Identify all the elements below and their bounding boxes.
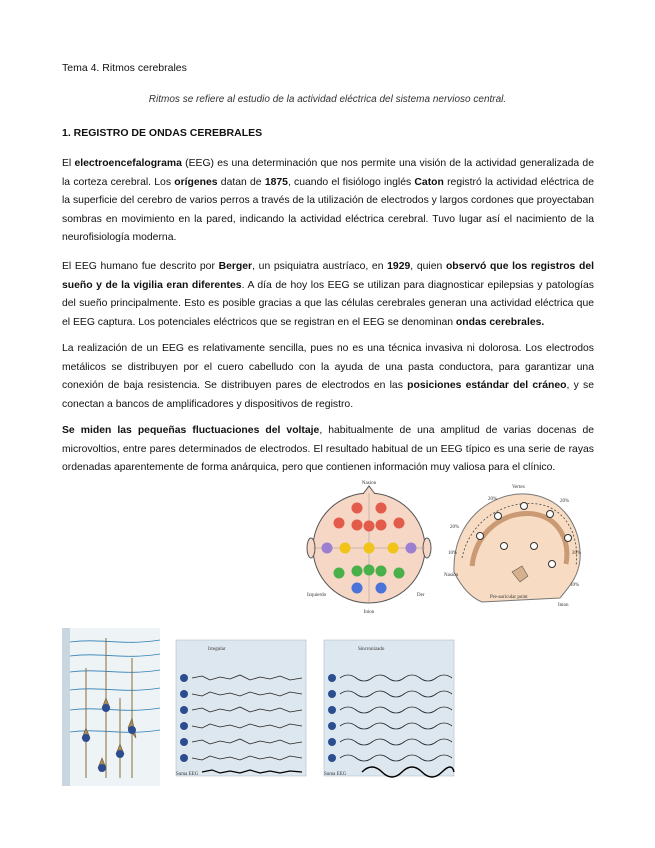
electrode-map-svg (305, 478, 433, 616)
head-profile-shape (454, 494, 580, 602)
head-profile-svg (442, 480, 590, 610)
percent-label: 20% (450, 525, 460, 530)
electrode-dot (364, 565, 375, 576)
synchronized-sum-label: Suma EEG (324, 772, 347, 777)
cortex-surface (62, 628, 70, 786)
electrode-dot (501, 543, 508, 550)
bold-run: orígenes (174, 176, 218, 188)
electrode-dot (364, 521, 375, 532)
nasion-label: Nasion (444, 573, 459, 578)
percent-label: 20% (560, 499, 570, 504)
bold-run: posiciones estándar del cráneo (407, 380, 567, 392)
text-run: registró la actividad eléctrica de la superficie del cerebro de varios perros a través de la utilización de electrodos y largos cordones que proyectaban sombras en movimiento en la pared, indicando la actividad eléctrica cerebral. Tuvo lugar así el nacimiento de la neurofisiología moderna. (62, 176, 594, 244)
percent-10-label: 10% (570, 583, 580, 588)
neurons-figure (62, 628, 160, 786)
electrode-dot (376, 566, 387, 577)
channel-marker (180, 754, 188, 762)
channel-marker (180, 706, 188, 714)
channel-marker (328, 754, 336, 762)
electrode-dot (334, 518, 345, 529)
paragraph-4 (62, 422, 594, 478)
neurons-background (62, 628, 160, 786)
electrode-dot (334, 568, 345, 579)
text-run: La realización de un EEG es relativamente sencilla, pues no es una técnica invasiva ni dolorosa. Los electrodos metálicos se distribuyen por el cuero cabelludo con la ayuda de una pasta conductora, para garantizar una conexión de baja resistencia. Se distribuyen pares de electrodos en las (62, 343, 594, 392)
paragraph-3 (62, 340, 594, 414)
neuron-marker (102, 704, 110, 712)
electrode-dot (352, 566, 363, 577)
neuron-marker (128, 726, 136, 734)
electrode-dot (549, 561, 556, 568)
neuron-marker (98, 764, 106, 772)
paragraph-1 (62, 155, 594, 248)
bold-run: Caton (414, 176, 444, 188)
electrode-dot (406, 543, 417, 554)
bold-run: observó que los registros del sueño y de la vigilia eran diferentes (62, 261, 595, 291)
bold-run: ondas cerebrales. (455, 316, 545, 328)
text-run: El EEG humano fue descrito por (62, 261, 219, 272)
eeg-traces-svg (162, 634, 594, 782)
irregular-panel (176, 640, 306, 776)
text-run: El (62, 158, 75, 169)
electrode-dot (388, 543, 399, 554)
irregular-sum-label: Suma EEG (176, 772, 199, 777)
electrode-dot (352, 503, 363, 514)
neuron-marker (116, 750, 124, 758)
electrode-dot (364, 543, 375, 554)
electrode-dot (477, 533, 484, 540)
synchronized-title: Sincronizado (358, 647, 385, 652)
document-subtitle: Ritmos se refiere al estudio de la actividad eléctrica del sistema nervioso central. (148, 94, 507, 105)
electrode-dot (352, 583, 363, 594)
percent-label: 20% (488, 497, 498, 502)
paragraph-2 (62, 258, 594, 332)
inion-label: Inion (558, 603, 569, 608)
left-side-label: Izquierdo (307, 593, 327, 598)
inion-label: Inion (363, 610, 375, 615)
bold-run: Se miden las pequeñas fluctuaciones del voltaje (62, 425, 320, 436)
text-run: (EEG) es una determinación que nos permite una visión de la actividad generalizada de la corteza cerebral. Los (62, 158, 594, 188)
text-run: , habitualmente de una amplitud de varias docenas de microvoltios, entre pares determinados de electrodos. El resultado habitual de un EEG típico es una serie de rayas ordenadas aparentemente de forma anárquica, pero que contienen información muy valiosa para el clínico. (62, 425, 594, 474)
right-side-label: Der (417, 593, 425, 598)
electrode-dot (547, 511, 554, 518)
electrode-dot (376, 503, 387, 514)
electrode-dot (394, 518, 405, 529)
electrode-map-figure (305, 478, 433, 616)
channel-marker (328, 722, 336, 730)
bold-run: 1929 (387, 261, 411, 272)
channel-marker (180, 690, 188, 698)
neuron-marker (82, 734, 90, 742)
electrode-dot (376, 583, 387, 594)
text-run: . A día de hoy los EEG se utilizan para diagnosticar epilepsias y patologías del sueño principalmente. Esto es posible gracias a que las células cerebrales generan una actividad eléctrica que el EEG captura. Los potenciales eléctricos que se registran en el EEG se denominan (62, 279, 594, 328)
text-run: datan de (217, 176, 265, 188)
electrode-dot (394, 568, 405, 579)
channel-marker (180, 738, 188, 746)
text-run: , quien (410, 261, 446, 272)
preauricular-label: Pre-auricular point (490, 595, 528, 600)
electrode-dot (565, 535, 572, 542)
electrode-dot (495, 513, 502, 520)
irregular-title: Irregular (208, 647, 226, 652)
head-profile-figure (442, 480, 590, 610)
channel-marker (328, 674, 336, 682)
channel-marker (328, 706, 336, 714)
electrode-dot (521, 503, 528, 510)
channel-marker (180, 674, 188, 682)
nose-shape (363, 486, 375, 494)
percent-label: 20% (572, 551, 582, 556)
section-heading: 1. REGISTRO DE ONDAS CEREBRALES (62, 127, 263, 139)
electrode-dot (352, 520, 363, 531)
eeg-traces-figure (162, 634, 594, 782)
text-run: , cuando el fisiólogo inglés (287, 176, 415, 188)
neurons-svg (62, 628, 160, 786)
bold-run: electroencefalograma (74, 158, 182, 169)
channel-marker (328, 690, 336, 698)
text-run: , y se conectan a bancos de amplificadores y dispositivos de registro. (62, 380, 594, 410)
channel-marker (180, 722, 188, 730)
vertex-label: Vertex (512, 485, 526, 490)
nasion-label: Nasion (361, 481, 377, 486)
bold-run: 1875 (264, 176, 288, 188)
electrode-dot (340, 543, 351, 554)
electrode-dot (531, 543, 538, 550)
text-run: , un psiquiatra austríaco, en (252, 261, 388, 272)
electrode-dot (322, 543, 333, 554)
document-header: Tema 4. Ritmos cerebrales (62, 62, 187, 74)
bold-run: Berger (218, 261, 253, 272)
electrode-dot (376, 520, 387, 531)
channel-marker (328, 738, 336, 746)
percent-10-label: 10% (448, 551, 458, 556)
